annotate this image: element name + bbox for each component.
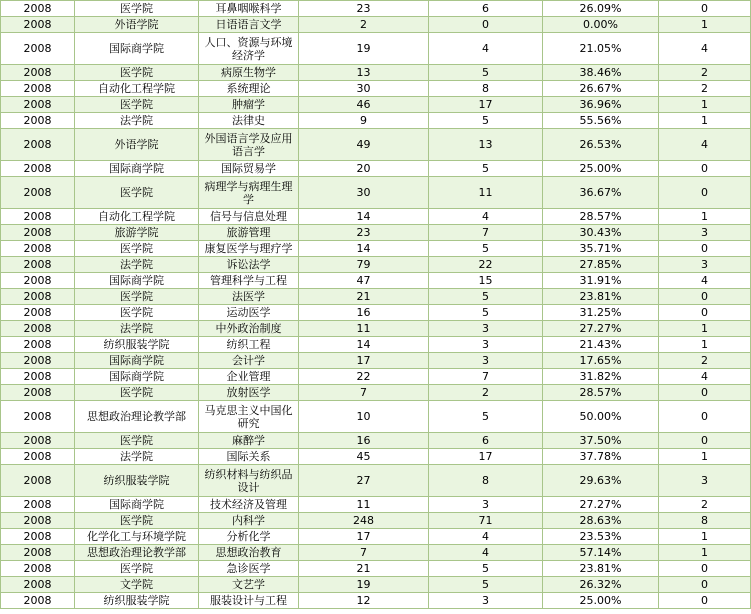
ratio-cell: 27.27% xyxy=(543,497,659,513)
extra-cell: 1 xyxy=(659,321,751,337)
major-cell: 管理科学与工程 xyxy=(199,273,299,289)
college-cell: 国际商学院 xyxy=(75,33,199,65)
major-cell: 服装设计与工程 xyxy=(199,593,299,609)
college-cell: 自动化工程学院 xyxy=(75,209,199,225)
extra-cell: 4 xyxy=(659,369,751,385)
year-cell: 2008 xyxy=(1,65,75,81)
year-cell: 2008 xyxy=(1,353,75,369)
enrolled-cell: 17 xyxy=(299,529,429,545)
enrolled-cell: 16 xyxy=(299,305,429,321)
extra-cell: 4 xyxy=(659,129,751,161)
major-cell: 信号与信息处理 xyxy=(199,209,299,225)
major-cell: 法医学 xyxy=(199,289,299,305)
enrolled-cell: 30 xyxy=(299,177,429,209)
major-cell: 麻醉学 xyxy=(199,433,299,449)
table-row xyxy=(1,353,751,369)
college-cell: 法学院 xyxy=(75,113,199,129)
ratio-cell: 21.43% xyxy=(543,337,659,353)
table-row xyxy=(1,1,751,17)
table-row xyxy=(1,385,751,401)
college-cell: 医学院 xyxy=(75,305,199,321)
count-cell: 5 xyxy=(429,65,543,81)
count-cell: 4 xyxy=(429,545,543,561)
count-cell: 5 xyxy=(429,561,543,577)
enrolled-cell: 10 xyxy=(299,401,429,433)
ratio-cell: 17.65% xyxy=(543,353,659,369)
table-row xyxy=(1,129,751,161)
major-cell: 纺织材料与纺织品设计 xyxy=(199,465,299,497)
year-cell: 2008 xyxy=(1,337,75,353)
major-cell: 系统理论 xyxy=(199,81,299,97)
year-cell: 2008 xyxy=(1,513,75,529)
ratio-cell: 23.81% xyxy=(543,289,659,305)
major-cell: 技术经济及管理 xyxy=(199,497,299,513)
college-cell: 医学院 xyxy=(75,97,199,113)
ratio-cell: 50.00% xyxy=(543,401,659,433)
year-cell: 2008 xyxy=(1,81,75,97)
year-cell: 2008 xyxy=(1,433,75,449)
major-cell: 国际贸易学 xyxy=(199,161,299,177)
year-cell: 2008 xyxy=(1,305,75,321)
year-cell: 2008 xyxy=(1,529,75,545)
count-cell: 17 xyxy=(429,97,543,113)
count-cell: 13 xyxy=(429,129,543,161)
enrolled-cell: 49 xyxy=(299,129,429,161)
college-cell: 国际商学院 xyxy=(75,497,199,513)
ratio-cell: 35.71% xyxy=(543,241,659,257)
major-cell: 日语语言文学 xyxy=(199,17,299,33)
college-cell: 法学院 xyxy=(75,449,199,465)
extra-cell: 0 xyxy=(659,561,751,577)
college-cell: 国际商学院 xyxy=(75,273,199,289)
extra-cell: 4 xyxy=(659,33,751,65)
table-row xyxy=(1,593,751,609)
extra-cell: 1 xyxy=(659,97,751,113)
college-cell: 自动化工程学院 xyxy=(75,81,199,97)
table-row xyxy=(1,433,751,449)
count-cell: 5 xyxy=(429,161,543,177)
college-cell: 国际商学院 xyxy=(75,369,199,385)
table-row xyxy=(1,209,751,225)
count-cell: 0 xyxy=(429,17,543,33)
major-cell: 国际关系 xyxy=(199,449,299,465)
year-cell: 2008 xyxy=(1,497,75,513)
table-row xyxy=(1,65,751,81)
college-cell: 思想政治理论教学部 xyxy=(75,401,199,433)
year-cell: 2008 xyxy=(1,17,75,33)
enrolled-cell: 14 xyxy=(299,241,429,257)
count-cell: 4 xyxy=(429,209,543,225)
college-cell: 医学院 xyxy=(75,385,199,401)
college-cell: 文学院 xyxy=(75,577,199,593)
enrolled-cell: 21 xyxy=(299,561,429,577)
table-row xyxy=(1,529,751,545)
college-cell: 医学院 xyxy=(75,241,199,257)
count-cell: 11 xyxy=(429,177,543,209)
ratio-cell: 27.85% xyxy=(543,257,659,273)
major-cell: 文艺学 xyxy=(199,577,299,593)
extra-cell: 2 xyxy=(659,65,751,81)
enrolled-cell: 14 xyxy=(299,209,429,225)
ratio-cell: 23.53% xyxy=(543,529,659,545)
year-cell: 2008 xyxy=(1,177,75,209)
enrolled-cell: 13 xyxy=(299,65,429,81)
college-cell: 纺织服装学院 xyxy=(75,593,199,609)
year-cell: 2008 xyxy=(1,209,75,225)
count-cell: 7 xyxy=(429,369,543,385)
ratio-cell: 30.43% xyxy=(543,225,659,241)
count-cell: 5 xyxy=(429,241,543,257)
extra-cell: 0 xyxy=(659,161,751,177)
count-cell: 8 xyxy=(429,81,543,97)
college-cell: 法学院 xyxy=(75,321,199,337)
count-cell: 4 xyxy=(429,529,543,545)
table-row xyxy=(1,545,751,561)
enrolled-cell: 16 xyxy=(299,433,429,449)
count-cell: 3 xyxy=(429,593,543,609)
enrolled-cell: 2 xyxy=(299,17,429,33)
college-cell: 思想政治理论教学部 xyxy=(75,545,199,561)
table-row xyxy=(1,257,751,273)
extra-cell: 0 xyxy=(659,593,751,609)
ratio-cell: 23.81% xyxy=(543,561,659,577)
major-cell: 会计学 xyxy=(199,353,299,369)
enrolled-cell: 46 xyxy=(299,97,429,113)
count-cell: 3 xyxy=(429,337,543,353)
extra-cell: 1 xyxy=(659,17,751,33)
extra-cell: 1 xyxy=(659,545,751,561)
extra-cell: 2 xyxy=(659,353,751,369)
ratio-cell: 28.63% xyxy=(543,513,659,529)
extra-cell: 0 xyxy=(659,241,751,257)
enrolled-cell: 23 xyxy=(299,225,429,241)
major-cell: 纺织工程 xyxy=(199,337,299,353)
year-cell: 2008 xyxy=(1,1,75,17)
major-cell: 运动医学 xyxy=(199,305,299,321)
year-cell: 2008 xyxy=(1,113,75,129)
count-cell: 4 xyxy=(429,33,543,65)
table-row xyxy=(1,225,751,241)
ratio-cell: 25.00% xyxy=(543,161,659,177)
table-row xyxy=(1,81,751,97)
ratio-cell: 37.78% xyxy=(543,449,659,465)
major-cell: 内科学 xyxy=(199,513,299,529)
enrolled-cell: 21 xyxy=(299,289,429,305)
major-cell: 急诊医学 xyxy=(199,561,299,577)
extra-cell: 2 xyxy=(659,81,751,97)
ratio-cell: 21.05% xyxy=(543,33,659,65)
year-cell: 2008 xyxy=(1,33,75,65)
count-cell: 5 xyxy=(429,289,543,305)
ratio-cell: 31.82% xyxy=(543,369,659,385)
extra-cell: 3 xyxy=(659,225,751,241)
table-row xyxy=(1,513,751,529)
enrolled-cell: 30 xyxy=(299,81,429,97)
ratio-cell: 55.56% xyxy=(543,113,659,129)
enrolled-cell: 9 xyxy=(299,113,429,129)
extra-cell: 0 xyxy=(659,305,751,321)
count-cell: 15 xyxy=(429,273,543,289)
extra-cell: 8 xyxy=(659,513,751,529)
college-cell: 纺织服装学院 xyxy=(75,465,199,497)
extra-cell: 0 xyxy=(659,1,751,17)
enrolled-cell: 11 xyxy=(299,497,429,513)
ratio-cell: 38.46% xyxy=(543,65,659,81)
year-cell: 2008 xyxy=(1,449,75,465)
count-cell: 3 xyxy=(429,497,543,513)
extra-cell: 2 xyxy=(659,497,751,513)
ratio-cell: 26.32% xyxy=(543,577,659,593)
year-cell: 2008 xyxy=(1,401,75,433)
major-cell: 耳鼻咽喉科学 xyxy=(199,1,299,17)
extra-cell: 0 xyxy=(659,577,751,593)
ratio-cell: 31.25% xyxy=(543,305,659,321)
enrolled-cell: 47 xyxy=(299,273,429,289)
college-cell: 医学院 xyxy=(75,561,199,577)
extra-cell: 1 xyxy=(659,113,751,129)
enrolled-cell: 14 xyxy=(299,337,429,353)
count-cell: 5 xyxy=(429,305,543,321)
major-cell: 病理学与病理生理学 xyxy=(199,177,299,209)
extra-cell: 0 xyxy=(659,433,751,449)
year-cell: 2008 xyxy=(1,321,75,337)
table-row xyxy=(1,113,751,129)
extra-cell: 1 xyxy=(659,209,751,225)
ratio-cell: 0.00% xyxy=(543,17,659,33)
major-cell: 分析化学 xyxy=(199,529,299,545)
count-cell: 17 xyxy=(429,449,543,465)
table-row xyxy=(1,97,751,113)
table-row xyxy=(1,577,751,593)
year-cell: 2008 xyxy=(1,369,75,385)
year-cell: 2008 xyxy=(1,289,75,305)
major-cell: 康复医学与理疗学 xyxy=(199,241,299,257)
year-cell: 2008 xyxy=(1,257,75,273)
count-cell: 3 xyxy=(429,321,543,337)
count-cell: 3 xyxy=(429,353,543,369)
college-cell: 外语学院 xyxy=(75,129,199,161)
table-row xyxy=(1,17,751,33)
college-cell: 医学院 xyxy=(75,513,199,529)
table-row xyxy=(1,273,751,289)
college-cell: 外语学院 xyxy=(75,17,199,33)
year-cell: 2008 xyxy=(1,465,75,497)
ratio-cell: 29.63% xyxy=(543,465,659,497)
extra-cell: 0 xyxy=(659,401,751,433)
table-row xyxy=(1,305,751,321)
major-cell: 外国语言学及应用语言学 xyxy=(199,129,299,161)
table-row xyxy=(1,497,751,513)
enrolled-cell: 7 xyxy=(299,385,429,401)
extra-cell: 0 xyxy=(659,385,751,401)
enrolled-cell: 22 xyxy=(299,369,429,385)
college-cell: 国际商学院 xyxy=(75,161,199,177)
college-cell: 医学院 xyxy=(75,177,199,209)
year-cell: 2008 xyxy=(1,129,75,161)
ratio-cell: 36.67% xyxy=(543,177,659,209)
year-cell: 2008 xyxy=(1,161,75,177)
count-cell: 6 xyxy=(429,1,543,17)
count-cell: 5 xyxy=(429,401,543,433)
enrolled-cell: 17 xyxy=(299,353,429,369)
extra-cell: 4 xyxy=(659,273,751,289)
extra-cell: 1 xyxy=(659,449,751,465)
year-cell: 2008 xyxy=(1,225,75,241)
table-row xyxy=(1,241,751,257)
table-row xyxy=(1,337,751,353)
count-cell: 2 xyxy=(429,385,543,401)
major-cell: 中外政治制度 xyxy=(199,321,299,337)
year-cell: 2008 xyxy=(1,577,75,593)
ratio-cell: 25.00% xyxy=(543,593,659,609)
college-cell: 国际商学院 xyxy=(75,353,199,369)
college-cell: 法学院 xyxy=(75,257,199,273)
extra-cell: 3 xyxy=(659,465,751,497)
year-cell: 2008 xyxy=(1,545,75,561)
year-cell: 2008 xyxy=(1,385,75,401)
table-row xyxy=(1,321,751,337)
enrolled-cell: 45 xyxy=(299,449,429,465)
year-cell: 2008 xyxy=(1,97,75,113)
table-row xyxy=(1,449,751,465)
table-row xyxy=(1,401,751,433)
ratio-cell: 28.57% xyxy=(543,385,659,401)
college-cell: 旅游学院 xyxy=(75,225,199,241)
major-cell: 人口、资源与环境经济学 xyxy=(199,33,299,65)
extra-cell: 1 xyxy=(659,529,751,545)
count-cell: 7 xyxy=(429,225,543,241)
major-cell: 病原生物学 xyxy=(199,65,299,81)
enrolled-cell: 20 xyxy=(299,161,429,177)
college-cell: 医学院 xyxy=(75,433,199,449)
ratio-cell: 28.57% xyxy=(543,209,659,225)
ratio-cell: 37.50% xyxy=(543,433,659,449)
ratio-cell: 31.91% xyxy=(543,273,659,289)
table-row xyxy=(1,561,751,577)
table-row xyxy=(1,369,751,385)
major-cell: 诉讼法学 xyxy=(199,257,299,273)
major-cell: 思想政治教育 xyxy=(199,545,299,561)
enrolled-cell: 12 xyxy=(299,593,429,609)
ratio-cell: 26.67% xyxy=(543,81,659,97)
year-cell: 2008 xyxy=(1,561,75,577)
major-cell: 法律史 xyxy=(199,113,299,129)
ratio-cell: 57.14% xyxy=(543,545,659,561)
major-cell: 旅游管理 xyxy=(199,225,299,241)
enrolled-cell: 23 xyxy=(299,1,429,17)
table-row xyxy=(1,289,751,305)
college-cell: 化学化工与环境学院 xyxy=(75,529,199,545)
extra-cell: 3 xyxy=(659,257,751,273)
year-cell: 2008 xyxy=(1,241,75,257)
year-cell: 2008 xyxy=(1,273,75,289)
count-cell: 5 xyxy=(429,113,543,129)
enrolled-cell: 27 xyxy=(299,465,429,497)
table-row xyxy=(1,33,751,65)
table-body xyxy=(1,1,751,609)
college-cell: 医学院 xyxy=(75,65,199,81)
enrolled-cell: 19 xyxy=(299,33,429,65)
table-row xyxy=(1,465,751,497)
ratio-cell: 36.96% xyxy=(543,97,659,113)
enrolled-cell: 19 xyxy=(299,577,429,593)
college-cell: 医学院 xyxy=(75,1,199,17)
college-cell: 纺织服装学院 xyxy=(75,337,199,353)
ratio-cell: 26.53% xyxy=(543,129,659,161)
count-cell: 8 xyxy=(429,465,543,497)
college-cell: 医学院 xyxy=(75,289,199,305)
count-cell: 5 xyxy=(429,577,543,593)
enrolled-cell: 79 xyxy=(299,257,429,273)
year-cell: 2008 xyxy=(1,593,75,609)
count-cell: 71 xyxy=(429,513,543,529)
extra-cell: 1 xyxy=(659,337,751,353)
major-cell: 企业管理 xyxy=(199,369,299,385)
table-row xyxy=(1,161,751,177)
count-cell: 22 xyxy=(429,257,543,273)
count-cell: 6 xyxy=(429,433,543,449)
ratio-cell: 26.09% xyxy=(543,1,659,17)
ratio-cell: 27.27% xyxy=(543,321,659,337)
enrolled-cell: 248 xyxy=(299,513,429,529)
major-cell: 马克思主义中国化研究 xyxy=(199,401,299,433)
extra-cell: 0 xyxy=(659,289,751,305)
major-cell: 放射医学 xyxy=(199,385,299,401)
major-cell: 肿瘤学 xyxy=(199,97,299,113)
table-row xyxy=(1,177,751,209)
enrolled-cell: 11 xyxy=(299,321,429,337)
extra-cell: 0 xyxy=(659,177,751,209)
enrolled-cell: 7 xyxy=(299,545,429,561)
